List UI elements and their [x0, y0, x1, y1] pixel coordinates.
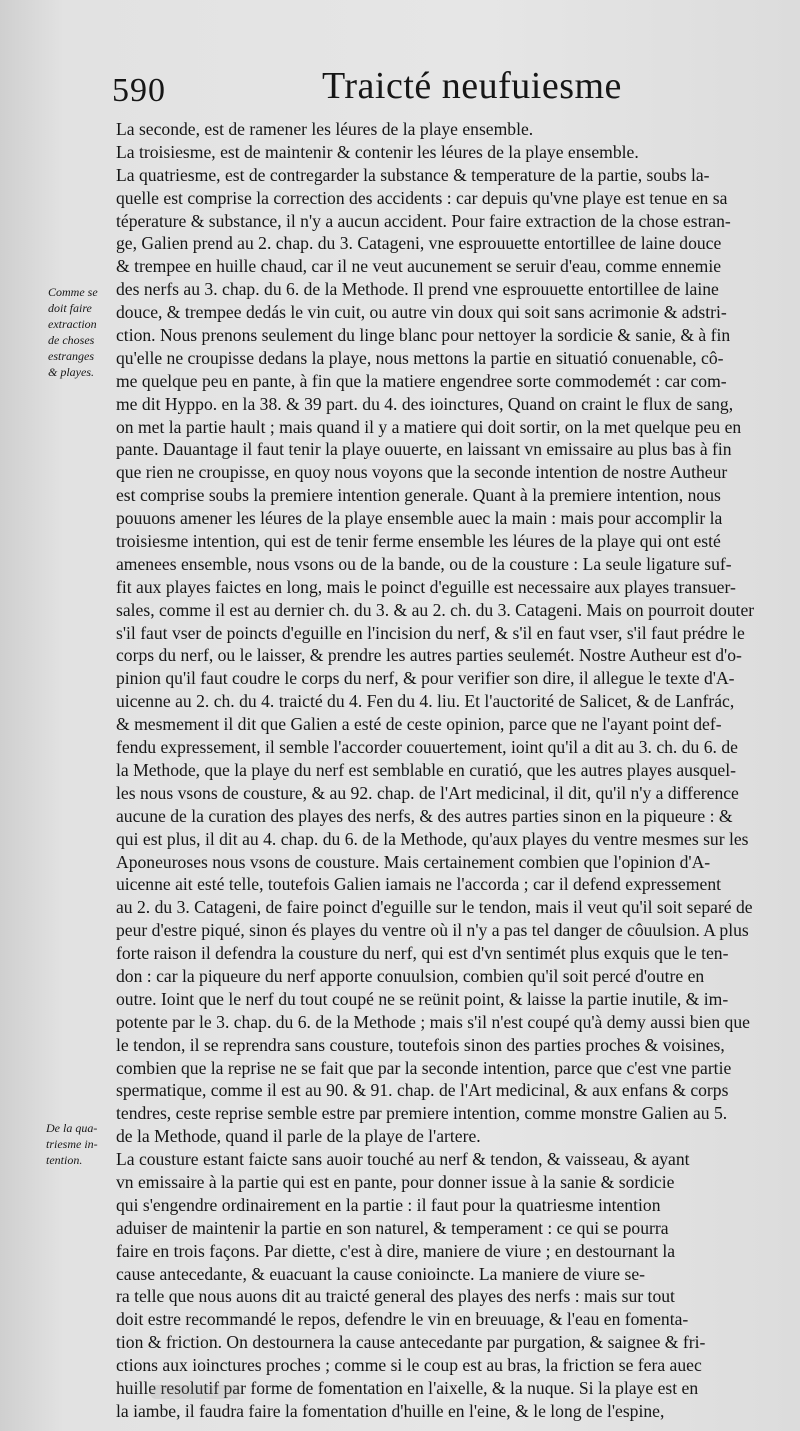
text-line: on met la partie hault ; mais quand il y a matiere qui doit sortir, on la met quelque peu en	[116, 416, 742, 437]
text-line: uicenne ait esté telle, toutefois Galien iamais ne l'accorda ; car il defend expressement	[116, 874, 722, 895]
text-line: La cousture estant faicte sans auoir touché au nerf & tendon, & vaisseau, & ayant	[116, 1149, 690, 1170]
text-line: huille resolutif par forme de fomentation en l'aixelle, & la nuque. Si la playe est en	[116, 1377, 699, 1398]
margin-note-line: tention.	[46, 1153, 83, 1167]
text-line: corps du nerf, ou le laisser, & prendre les autres parties seulemét. Nostre Autheur est d'o-	[116, 645, 742, 666]
text-line: cause antecedante, & euacuant la cause conioincte. La maniere de viure se-	[116, 1263, 645, 1284]
text-line: outre. Ioint que le nerf du tout coupé ne se reünit point, & laisse la partie inutile, & im-	[116, 988, 729, 1009]
text-line: s'il faut vser de poincts d'eguille en l'incision du nerf, & s'il en faut vser, s'il faut prédre le	[116, 622, 745, 643]
text-line: forte raison il defendra la cousture du nerf, qui est d'vn sentimét plus exquis que le ten-	[116, 943, 729, 964]
text-line: faire en trois façons. Par diette, c'est à dire, maniere de viure ; en destournant la	[116, 1240, 676, 1261]
text-line: doit estre recommandé le repos, defendre le vin en breuuage, & l'eau en fomenta-	[116, 1309, 689, 1330]
text-line: fit aux playes faictes en long, mais le poinct d'eguille est necessaire aux playes transuer-	[116, 576, 736, 597]
text-line: aucune de la curation des playes des nerfs, & des autres parties sinon en la piqueure : &	[116, 805, 733, 826]
running-title: Traicté neufuiesme	[322, 65, 622, 107]
text-line: & trempee en huille chaud, car il ne veut aucunement se seruir d'eau, comme ennemie	[116, 256, 722, 277]
margin-note-line: extraction	[48, 317, 97, 331]
text-line: pinion qu'il faut coudre le corps du nerf, & pour verifier son dire, il allegue le texte d'A-	[116, 668, 735, 689]
margin-note-line: estranges	[48, 349, 94, 363]
text-line: La troisiesme, est de maintenir & contenir les léures de la playe ensemble.	[116, 141, 639, 162]
text-line: tendres, ceste reprise semble estre par premiere intention, comme monstre Galien au 5.	[116, 1103, 728, 1124]
text-line: les nous vsons de cousture, & au 92. chap. de l'Art medicinal, il dit, qu'il n'y a difference	[116, 782, 739, 803]
page-header	[112, 64, 772, 112]
ink-smudge	[150, 1385, 240, 1399]
margin-note-line: de choses	[48, 333, 95, 347]
text-line: quelle est comprise la correction des accidents : car depuis qu'vne playe est tenue en sa	[116, 187, 728, 208]
text-line: vn emissaire à la partie qui est en pante, pour donner issue à la sanie & sordicie	[116, 1171, 675, 1192]
margin-note-line: & playes.	[48, 365, 94, 379]
text-line: me quelque peu en pante, à fin que la matiere engendree sorte commodemét : car com-	[116, 370, 727, 391]
text-line: spermatique, comme il est au 90. & 91. chap. de l'Art medicinal, & aux enfans & corps	[116, 1080, 729, 1101]
margin-note-fourth-intention	[46, 1120, 108, 1168]
text-line: le tendon, il se reprendra sans cousture, toutefois sinon des parties proches & voisines,	[116, 1034, 725, 1055]
text-line: peur d'estre piqué, sinon és playes du ventre où il n'y a pas tel danger de côuulsion. A plus	[116, 920, 749, 941]
text-line: est comprise soubs la premiere intention generale. Quant à la premiere intention, nous	[116, 485, 721, 506]
text-line: de la Methode, quand il parle de la playe de l'artere.	[116, 1126, 481, 1147]
page-number: 590	[112, 72, 166, 109]
text-line: ction. Nous prenons seulement du linge blanc pour nettoyer la sordicie & sanie, & à fin	[116, 325, 731, 346]
text-line: & mesmement il dit que Galien a esté de ceste opinion, parce que ne l'ayant point def-	[116, 714, 722, 735]
text-line: la iambe, il faudra faire la fomentation d'huille en l'eine, & le long de l'espine,	[116, 1400, 665, 1421]
body-text	[116, 118, 780, 1423]
text-line: sales, comme il est au dernier ch. du 3. & au 2. ch. du 3. Catageni. Mais on pourroit douter	[116, 599, 755, 620]
text-line: ctions aux ioinctures proches ; comme si le coup est au bras, la friction se fera auec	[116, 1355, 702, 1376]
text-line: me dit Hyppo. en la 38. & 39 part. du 4. des ioinctures, Quand on craint le flux de sang,	[116, 393, 734, 414]
margin-note-extraction	[48, 284, 110, 380]
text-line: La quatriesme, est de contregarder la substance & temperature de la partie, soubs la-	[116, 164, 710, 185]
text-line: Aponeuroses nous vsons de cousture. Mais certainement combien que l'opinion d'A-	[116, 851, 711, 872]
margin-note-line: Comme se	[48, 285, 98, 299]
text-line: qui est plus, il dit au 4. chap. du 6. de la Methode, qu'aux playes du ventre mesmes sur les	[116, 828, 749, 849]
text-line: aduiser de maintenir la partie en son naturel, & temperament : ce qui se pourra	[116, 1217, 669, 1238]
text-line: au 2. du 3. Catageni, de faire poinct d'eguille sur le tendon, mais il veut qu'il soit separé de	[116, 897, 753, 918]
text-line: pouuons amener les léures de la playe ensemble auec la main : mais pour accomplir la	[116, 508, 723, 529]
text-line: troisiesme intention, qui est de tenir ferme ensemble les léures de la playe qui ont esté	[116, 531, 721, 552]
text-line: amenees ensemble, nous vsons ou de la bande, ou de la cousture : La seule ligature suf-	[116, 553, 732, 574]
text-line: ra telle que nous auons dit au traicté general des playes des nerfs : mais sur tout	[116, 1286, 675, 1307]
text-line: des nerfs au 3. chap. du 6. de la Methode. Il prend vne esprouuette entortillee de laine	[116, 279, 719, 300]
text-line: tion & friction. On destournera la cause antecedante par purgation, & saignee & fri-	[116, 1332, 706, 1353]
text-line: douce, & trempee dedás le vin cuit, ou autre vin doux qui soit sans acrimonie & adstri-	[116, 302, 727, 323]
text-line: ge, Galien prend au 2. chap. du 3. Catageni, vne esprouuette entortillee de laine douce	[116, 233, 722, 254]
text-line: qui s'engendre ordinairement en la partie : il faut pour la quatriesme intention	[116, 1194, 661, 1215]
text-line: téperature & substance, il n'y a aucun accident. Pour faire extraction de la chose estran-	[116, 210, 731, 231]
text-line: fendu expressement, il semble l'accorder couuertement, ioint qu'il a dit au 3. ch. du 6. de	[116, 737, 738, 758]
text-line: uicenne au 2. ch. du 4. traicté du 4. Fen du 4. liu. Et l'auctorité de Salicet, & de Lanfrác,	[116, 691, 735, 712]
text-line: la Methode, que la playe du nerf est semblable en curatió, que les autres playes ausquel-	[116, 759, 736, 780]
margin-note-line: De la qua-	[46, 1121, 98, 1135]
text-line: combien que la reprise ne se fait que par la seconde intention, parce que c'est vne partie	[116, 1057, 732, 1078]
text-line: potente par le 3. chap. du 6. de la Methode ; mais s'il n'est coupé qu'à demy aussi bien que	[116, 1011, 750, 1032]
text-line: don : car la piqueure du nerf apporte conuulsion, combien qu'il soit percé d'outre en	[116, 965, 705, 986]
margin-note-line: triesme in-	[46, 1137, 98, 1151]
text-line: pante. Dauantage il faut tenir la playe ouuerte, en laissant vn emissaire au plus bas à fin	[116, 439, 732, 460]
text-line: La seconde, est de ramener les léures de la playe ensemble.	[116, 119, 534, 139]
text-line: que rien ne croupisse, en quoy nous voyons que la seconde intention de nostre Autheur	[116, 462, 728, 483]
text-line: qu'elle ne croupisse dedans la playe, nous mettons la partie en situatió conuenable, cô-	[116, 347, 724, 368]
margin-note-line: doit faire	[48, 301, 92, 315]
